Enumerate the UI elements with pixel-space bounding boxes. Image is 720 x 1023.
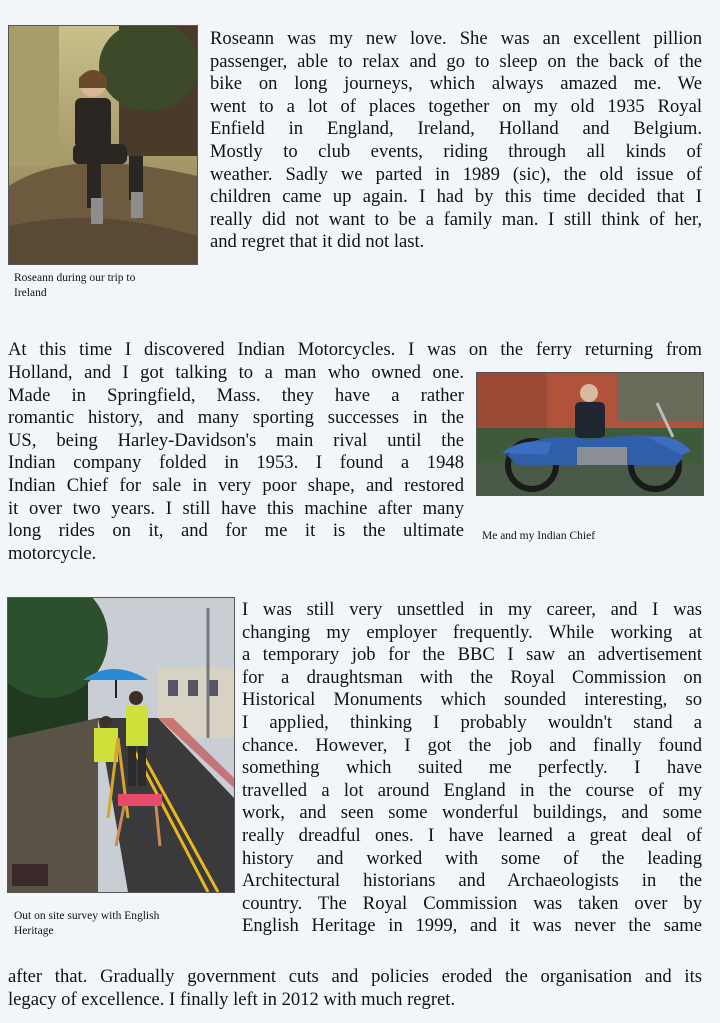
text-line: weather. Sadly we parted in 1989 (sic), the old issue of <box>210 163 702 185</box>
text-line: a temporary job for the BBC I saw an advertisement <box>242 644 702 666</box>
paragraph-career-end <box>8 966 702 1011</box>
text-line: Made in Springfield, Mass. they have a rather <box>8 384 464 406</box>
photo-roseann-image <box>9 26 197 264</box>
text-line: children came up again. I had by this time decided that I <box>210 186 702 208</box>
text-line: work, and seen some wonderful buildings, and some <box>242 802 702 824</box>
paragraph-career <box>242 599 702 938</box>
caption-line: Me and my Indian Chief <box>482 530 596 542</box>
photo-indian-chief-image <box>477 373 703 495</box>
text-line: Architectural historians and Archaeologists in the <box>242 870 702 892</box>
paragraph-indian <box>8 362 464 565</box>
text-line: for a draughtsman with the Royal Commission on <box>242 666 702 688</box>
text-line: really did not want to be a family man. I still think of her, <box>210 208 702 230</box>
text-line: legacy of excellence. I finally left in 2012 with much regret. <box>8 988 456 1010</box>
caption-site-survey <box>14 909 159 939</box>
text-line: history and worked with some of the leading <box>242 847 702 869</box>
text-line: Roseann was my new love. She was an excellent pillion <box>210 28 702 49</box>
text-line: went to a lot of places together on my old 1935 Royal <box>210 95 702 117</box>
photo-site-survey-image <box>8 598 234 892</box>
photo-site-survey <box>7 597 235 893</box>
text-line: it over two years. I still have this machine after many <box>8 497 464 519</box>
text-line: Historical Monuments which sounded interesting, so <box>242 689 702 711</box>
text-line: country. The Royal Commission was taken over by <box>242 892 702 914</box>
text-line: changing my employer frequently. While working at <box>242 621 702 643</box>
text-line: romantic history, and many sporting successes in the <box>8 407 464 429</box>
text-line: Holland, and I got talking to a man who owned one. <box>8 362 464 383</box>
photo-indian-chief <box>476 372 704 496</box>
text-line: US, being Harley-Davidson's main rival until the <box>8 429 464 451</box>
caption-line: Out on site survey with English <box>14 910 160 922</box>
text-line: Indian company folded in 1953. I found a 1948 <box>8 452 464 474</box>
text-line: bike on long journeys, which always amazed me. We <box>210 73 702 95</box>
caption-line: Roseann during our trip to <box>14 272 136 284</box>
text-line: travelled a lot around England in the course of my <box>242 779 702 801</box>
text-line: Indian Chief for sale in very poor shape, and restored <box>8 474 464 496</box>
text-line: long rides on it, and for me it is the ultimate <box>8 520 464 542</box>
caption-line: Ireland <box>14 287 47 299</box>
text-line: passenger, able to relax and go to sleep on the back of the <box>210 50 702 72</box>
text-line: Mostly to club events, riding through all kinds of <box>210 140 702 162</box>
text-line: and regret that it did not last. <box>210 231 425 253</box>
text-line: something which suited me perfectly. I have <box>242 757 702 779</box>
paragraph-roseann <box>210 28 702 254</box>
caption-line: Heritage <box>14 925 54 937</box>
text-line: English Heritage in 1999, and it was never the same <box>242 915 702 937</box>
text-line: really dreadful ones. I have learned a great deal of <box>242 824 702 846</box>
text-line: Enfield in England, Ireland, Holland and Belgium. <box>210 118 702 140</box>
text-line: At this time I discovered Indian Motorcycles. I was on the ferry returning from <box>8 339 702 360</box>
text-line: after that. Gradually government cuts and policies eroded the organisation and its <box>8 966 702 987</box>
caption-roseann <box>14 271 135 301</box>
text-line: I was still very unsettled in my career, and I was <box>242 599 702 620</box>
photo-roseann <box>8 25 198 265</box>
text-line: motorcycle. <box>8 542 97 564</box>
caption-indian-chief <box>482 529 595 544</box>
text-line: I applied, thinking I probably wouldn't stand a <box>242 711 702 733</box>
text-line: chance. However, I got the job and finally found <box>242 734 702 756</box>
paragraph-indian-intro <box>8 339 702 362</box>
